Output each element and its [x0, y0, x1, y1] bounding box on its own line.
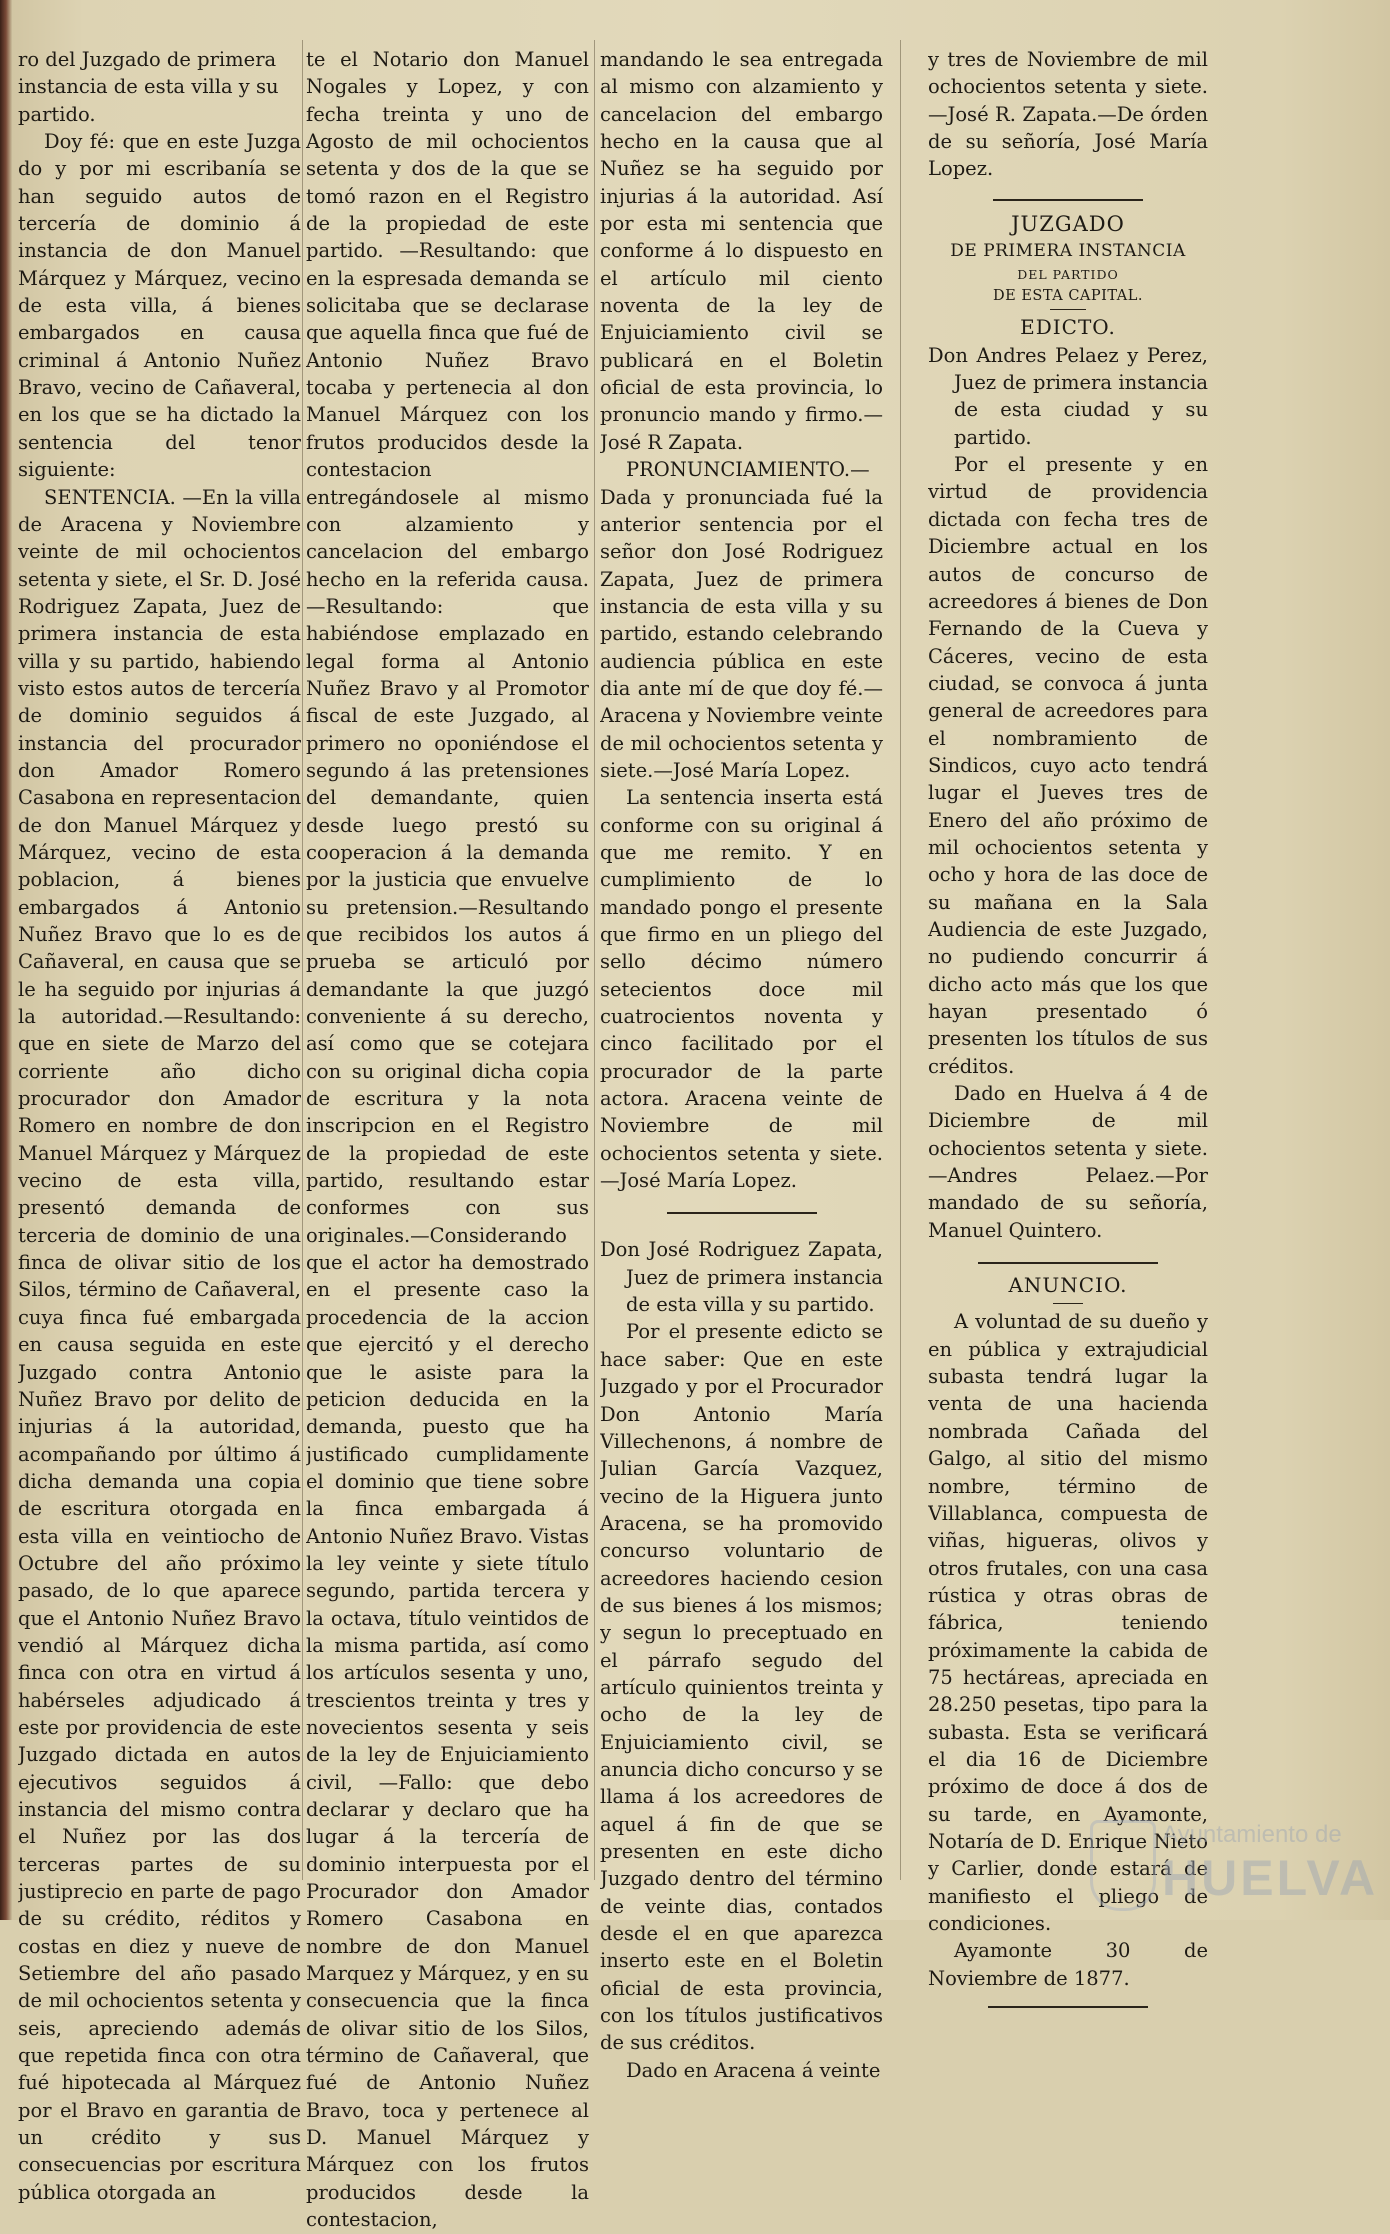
edict-ending — [928, 46, 1208, 183]
paragraph: Don Andres Pelaez y Perez, Juez de primera instancia de esta ciudad y su partido. — [928, 343, 1208, 449]
paragraph: Por el presente y en virtud de providencia dictada con fecha tres de Diciembre actual en los autos de concurso de acreedores á bienes de Don Fernando de la Cueva y Cáceres, vecino de esta ciudad, se convoca á junta general de acreedores para el nombramiento de Sindicos, cuyo acto tendrá lugar el Jueves tres de Enero del año próximo de mil ochocientos setenta y ocho y hora de las doce de su mañana en la Sala Audiencia de este Juzgado, no pudiendo concurrir á dicho acto más que los que hayan presentado ó presenten los títulos de sus créditos. — [928, 453, 1208, 1078]
paragraph: te el Notario don Manuel Nogales y Lopez, y con fecha treinta y uno de Agosto de mil ochocientos setenta y dos de la que se tomó razon en el Registro de la propiedad de este partido. —Resultando: que en la espresada demanda se solicitaba que se declarase que aquella finca que fué de Antonio Nuñez Bravo tocaba y pertenecia al don Manuel Márquez con los frutos producidos desde la contestacion entregándosele al mismo con alzamiento y cancelacion del embargo hecho en la referida causa.—Resultando: que habiéndose emplazado en legal forma al Antonio Nuñez Bravo y al Promotor fiscal de este Juzgado, al primero no oponiéndose el segundo á las pretensiones del demandante, quien desde luego prestó su cooperacion á la demanda por la justicia que envuelve su pretension.—Resultando que recibidos los autos á prueba se articuló por demandante la que juzgó conveniente á su derecho, así como que se cotejara con su original dicha copia de escritura y la nota inscripcion en el Registro de la propiedad de este partido, resultando estar conformes con sus originales.—Considerando que el actor ha demostrado en el presente caso la procedencia de la accion que ejercitó y el derecho que le asiste para la peticion deducida en la demanda, puesto que ha justificado cumplidamente el dominio que tiene sobre la finca embargada á Antonio Nuñez Bravo. Vistas la ley veinte y siete título segundo, partida tercera y la octava, título veintidos de la misma partida, así como los artículos sesenta y uno, trescientos treinta y tres y novecientos sesenta y seis de la ley de Enjuiciamiento civil, —Fallo: que debo declarar y declaro que ha lugar á la tercería de dominio interpuesta por el Procurador don Amador Romero Casabona en nombre de don Manuel Marquez y Márquez, y en su consecuencia que la finca de olivar sitio de los Silos, término de Cañaveral, que fué de Antonio Nuñez Bravo, toca y pertenece al D. Manuel Márquez y Márquez con los frutos producidos desde la contestacion, — [306, 48, 589, 2232]
paragraph: Ayamonte 30 de Noviembre de 1877. — [928, 1939, 1208, 1990]
paragraph: A voluntad de su dueño y en pública y extrajudicial subasta tendrá lugar la venta de una hacienda nombrada Cañada del Galgo, al sitio del mismo nombre, término de Villablanca, compuesta de viñas, higueras, olivos y otros frutales, con una casa rústica y otras obras de fábrica, teniendo próximamente la cabida de 75 hectáreas, apreciada en 28.250 pesetas, tipo para la subasta. Esta se verificará el dia 16 de Diciembre próximo de doce á dos de su tarde, en Ayamonte, Notaría de D. Enrique Nieto y Carlier, donde estará de manifiesto el pliego de condiciones. — [928, 1310, 1208, 1935]
paragraph: mandando le sea entregada al mismo con alzamiento y cancelacion del embargo hecho en la causa que al Nuñez se ha seguido por injurias á la autoridad. Así por esta mi sentencia que conforme á lo dispuesto en el artículo mil ciento noventa de la ley de Enjuiciamiento civil se publicará en el Boletin oficial de esta provincia, lo pronuncio mando y firmo.—José R Zapata. — [600, 48, 883, 454]
paragraph: Doy fé: que en este Juzga do y por mi escribanía se han seguido autos de tercería de dominio á instancia de don Manuel Márquez y Márquez, vecino de esta villa, á bienes embargados en causa criminal á Antonio Nuñez Bravo, vecino de Cañaveral, en los que se ha dictado la sentencia del tenor siguiente: — [18, 130, 301, 482]
paragraph: SENTENCIA. —En la villa de Aracena y Noviembre veinte de mil ochocientos setenta y siete, el Sr. D. José Rodriguez Zapata, Juez de primera instancia de esta villa y su partido, habiendo visto estos autos de tercería de dominio seguidos á instancia del procurador don Amador Romero Casabona en representacion de don Manuel Márquez y Márquez, vecino de esta poblacion, á bienes embargados á Antonio Nuñez Bravo que lo es de Cañaveral, en causa que se le ha seguido por injurias á la autoridad.—Resultando: que en siete de Marzo del corriente año dicho procurador don Amador Romero en nombre de don Manuel Márquez y Márquez vecino de esta villa, presentó demanda de terceria de dominio de una finca de olivar sitio de los Silos, término de Cañaveral, cuya finca fué embargada en causa seguida en este Juzgado contra Antonio Nuñez Bravo por delito de injurias á la autoridad, acompañando por último á dicha demanda una copia de escritura otorgada en esta villa en veintiocho de Octubre del año próximo pasado, de lo que aparece que el Antonio Nuñez Bravo vendió al Márquez dicha finca con otra en virtud á habérseles adjudicado á este por providencia de este Juzgado dictada en autos ejecutivos seguidos á instancia del mismo contra el Nuñez por las dos terceras partes de su justiprecio en parte de pago de su crédito, réditos y costas en diez y nueve de Setiembre del año pasado de mil ochocientos setenta y seis, apreciendo además que repetida finca con otra fué hipotecada al Márquez por el Bravo en garantia de un crédito y sus consecuencias por escritura pública otorgada an — [18, 485, 301, 2204]
paragraph: La sentencia inserta está conforme con su original á que me remito. Y en cumplimiento de lo mandado pongo el presente que firmo en un pliego del sello décimo número setecientos doce mil cuatrocientos noventa y cinco facilitado por el procurador de la parte actora. Aracena veinte de Noviembre de mil ochocientos setenta y siete.—José María Lopez. — [600, 786, 883, 1193]
column-1 — [18, 46, 301, 2206]
column-3 — [600, 46, 883, 2084]
short-rule — [1053, 1303, 1083, 1304]
watermark-line2: HUELVA — [1162, 1850, 1379, 1906]
coat-of-arms-icon — [1090, 1820, 1156, 1911]
paragraph: y tres de Noviembre de mil ochocientos setenta y siete. —José R. Zapata.—De órden de su señoría, José María Lopez. — [928, 48, 1208, 181]
page-binding-edge — [0, 0, 12, 1920]
paragraph: Dado en Huelva á 4 de Diciembre de mil ochocientos setenta y siete.—Andres Pelaez.—Por mandado de su señoría, Manuel Quintero. — [928, 1082, 1208, 1242]
paragraph: Dado en Aracena á veinte — [626, 2058, 881, 2082]
section-rule — [667, 1212, 817, 1214]
column-divider — [594, 40, 595, 1880]
section-rule — [993, 199, 1143, 201]
paragraph: PRONUNCIAMIENTO.—Dada y pronunciada fué la anterior sentencia por el señor don José Rodriguez Zapata, Juez de primera instancia de esta villa y su partido, estando celebrando audiencia pública en este dia ante mí de que doy fé.—Aracena y Noviembre veinte de mil ochocientos setenta y siete.—José María Lopez. — [600, 458, 883, 782]
heading-edicto: EDICTO. — [1020, 315, 1116, 340]
heading-del-partido: DEL PARTIDO — [1017, 267, 1119, 283]
paragraph: partido. — [18, 102, 96, 126]
heading-primera-instancia: DE PRIMERA INSTANCIA — [950, 241, 1186, 262]
court-heading — [928, 211, 1208, 342]
heading-juzgado: JUZGADO — [1011, 211, 1125, 236]
sentence-continuation — [600, 46, 883, 1194]
column-2 — [306, 46, 589, 2234]
section-rule — [988, 2006, 1148, 2008]
column-divider — [900, 40, 901, 1880]
edict-pelaez — [928, 342, 1208, 1244]
column-4 — [928, 46, 1208, 2022]
paragraph: Don José Rodriguez Zapata, Juez de primera instancia de esta villa y su partido. — [600, 1238, 883, 1317]
short-rule — [1050, 309, 1086, 310]
paragraph: instancia de esta villa y su — [18, 75, 279, 99]
archive-watermark — [1090, 1815, 1390, 1920]
section-rule — [978, 1262, 1158, 1264]
paragraph: ro del Juzgado de primera — [18, 48, 277, 71]
column-divider — [302, 40, 303, 1880]
anuncio-title: ANUNCIO. — [1008, 1273, 1128, 1298]
watermark-line1: Ayuntamiento de — [1162, 1821, 1342, 1848]
heading-capital: DE ESTA CAPITAL. — [993, 288, 1143, 305]
edict-rodriguez-zapata — [600, 1236, 883, 2084]
paragraph: Por el presente edicto se hace saber: Que en este Juzgado y por el Procurador Don Antonio María Villechenons, á nombre de Julian García Vazquez, vecino de la Higuera junto Aracena, se ha promovido concurso voluntario de acreedores haciendo cesion de sus bienes á los mismos; y segun lo preceptuado en el párrafo segudo del artículo quinientos treinta y ocho de la ley de Enjuiciamiento civil, se anuncia dicho concurso y se llama á los acreedores de aquel á fin de que se presenten en este dicho Juzgado dentro del término de veinte dias, contados desde el en que aparezca inserto este en el Boletin oficial de esta provincia, con los títulos justificativos de sus créditos. — [600, 1320, 883, 2055]
